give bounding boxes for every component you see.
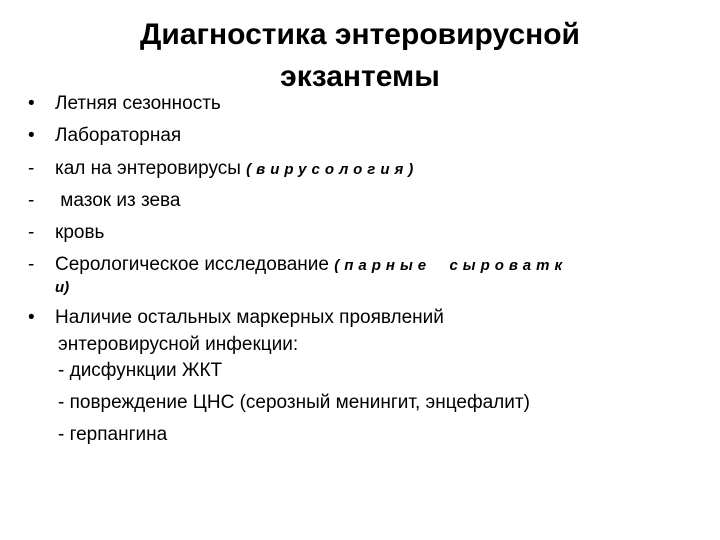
- bullet-marker: •: [28, 125, 35, 146]
- list-item-text: мазок из зева: [55, 190, 181, 211]
- list-item-note-continuation: и): [55, 279, 70, 296]
- title-line-1: Диагностика энтеровирусной: [140, 18, 580, 51]
- dash-marker: -: [28, 254, 35, 275]
- list-item-text: Лабораторная: [55, 125, 182, 146]
- list-item-text: [55, 157, 418, 182]
- dash-marker: -: [28, 222, 35, 243]
- dash-marker: -: [28, 158, 35, 179]
- list-item-note: (вирусология): [246, 161, 419, 178]
- list-item-text: кровь: [55, 222, 105, 243]
- list-item-main-text: кал на энтеровирусы: [55, 158, 247, 179]
- sub-line-infection: энтеровирусной инфекции:: [58, 334, 299, 355]
- bullet-marker: •: [28, 307, 35, 328]
- list-item-text: [55, 253, 567, 278]
- sub-line-herpangina: - герпангина: [58, 424, 168, 445]
- list-item-text: Наличие остальных маркерных проявлений: [55, 307, 444, 328]
- list-item-main-text: Серологическое исследование: [55, 254, 335, 275]
- dash-marker: -: [28, 190, 35, 211]
- title-line-2: экзантемы: [280, 60, 440, 93]
- list-item-text: Летняя сезонность: [55, 93, 221, 114]
- sub-line-cns-damage: - повреждение ЦНС (серозный менингит, энцефалит): [58, 392, 530, 413]
- bullet-marker: •: [28, 93, 35, 114]
- sub-line-gi-dysfunction: - дисфункции ЖКТ: [58, 360, 223, 381]
- list-item-note: (парные сыроватк: [334, 257, 568, 274]
